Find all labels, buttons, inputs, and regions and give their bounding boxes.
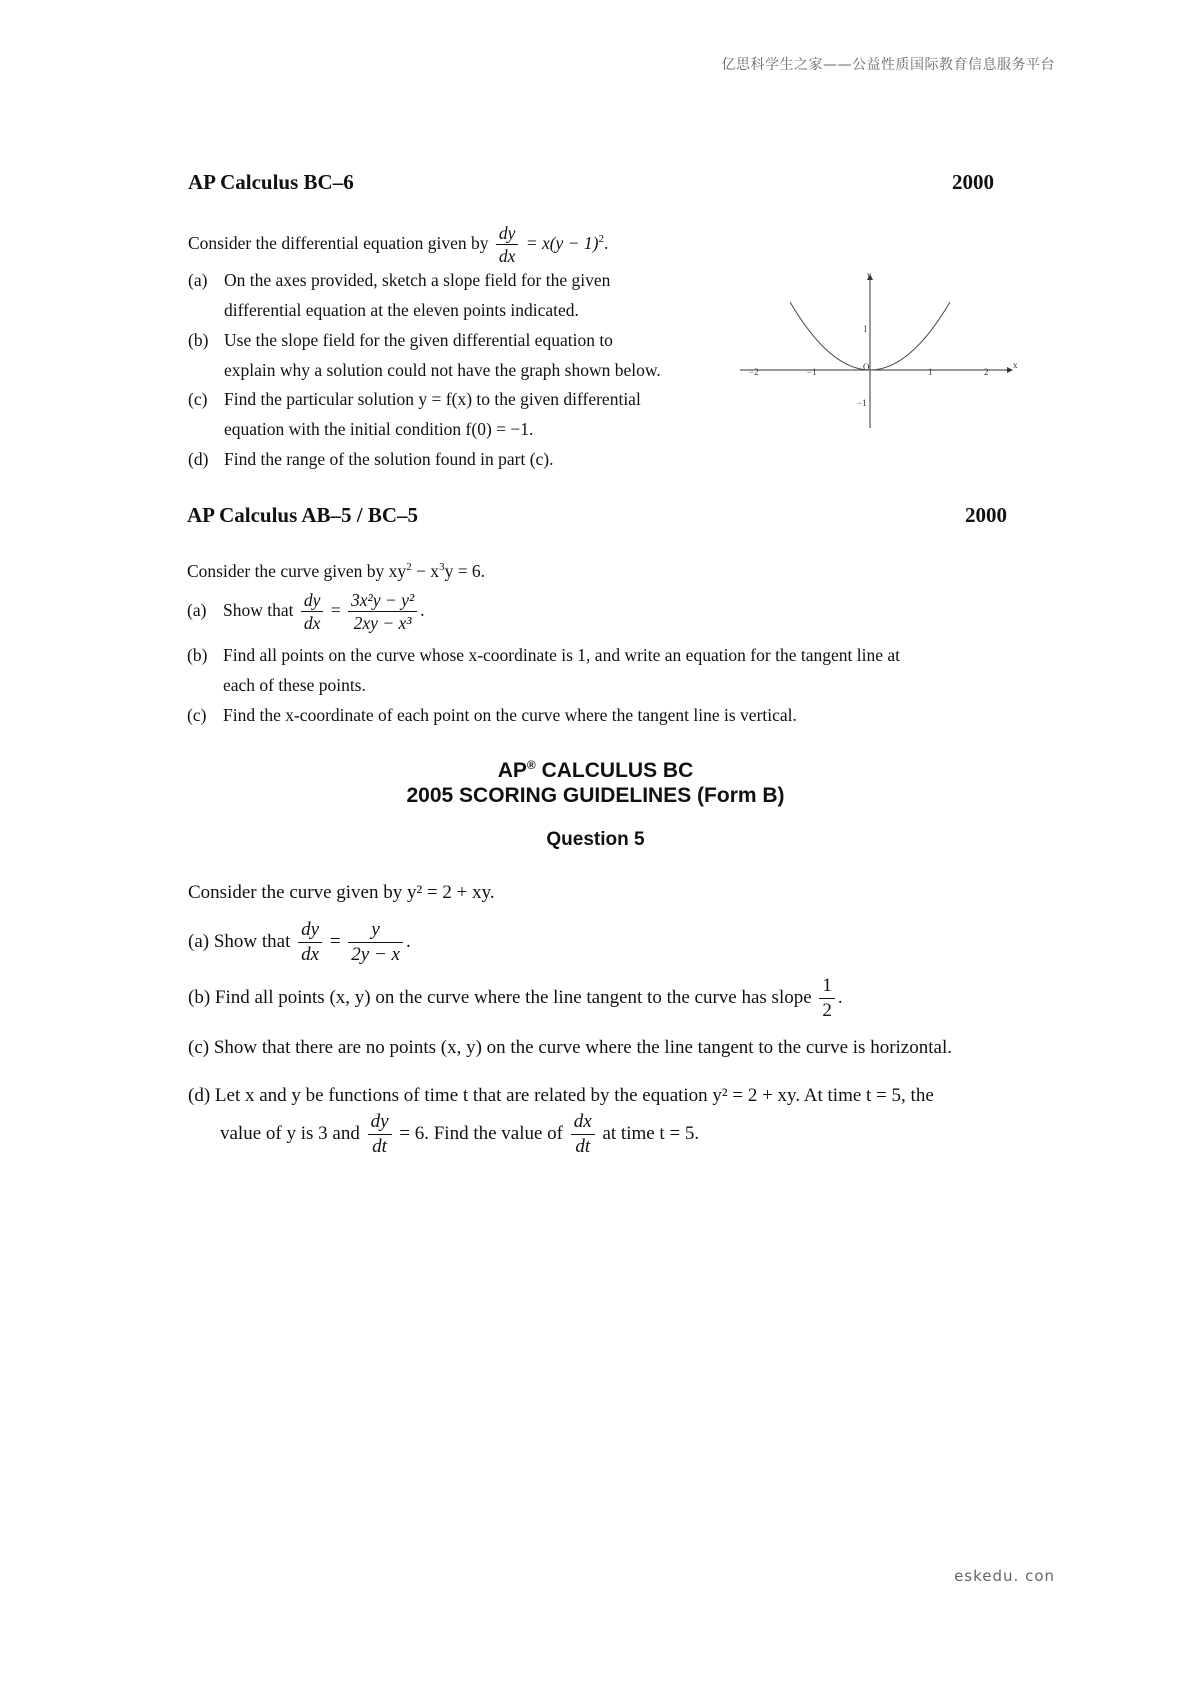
problem-1-equation-exponent: 2 xyxy=(598,233,604,246)
problem-1-part-a xyxy=(188,270,610,291)
problem-1-part-a-cont: differential equation at the eleven points indicated. xyxy=(224,300,579,320)
page-footer-site: eskedu. con xyxy=(954,1567,1055,1585)
problem-2-exp-2: 3 xyxy=(439,561,445,574)
problem-3-dydx-den: dx xyxy=(301,943,320,965)
graph-y-axis xyxy=(867,274,873,428)
part-c-label: (c) xyxy=(187,705,207,725)
graph-y-axis-label: y xyxy=(867,270,872,280)
part-b-label: (b) xyxy=(187,645,208,665)
page-header-site: 亿思科学生之家——公益性质国际教育信息服务平台 xyxy=(721,57,1055,73)
problem-3-dydx-num: dy xyxy=(298,920,322,943)
problem-2-exp-1: 2 xyxy=(406,561,412,574)
dxdt-den: dt xyxy=(575,1135,591,1157)
dydt-den: dt xyxy=(372,1135,387,1157)
problem-3-part-c xyxy=(188,1037,952,1059)
graph-x-axis-label: x xyxy=(1013,360,1018,370)
graph-y-tick-neg1: −1 xyxy=(857,398,867,408)
part-b-label: (b) xyxy=(188,330,209,350)
problem-3-part-d-cont xyxy=(220,1112,699,1157)
part-a-label: (a) xyxy=(187,599,207,620)
problem-2-year: 2000 xyxy=(965,503,1007,527)
question-number: Question 5 xyxy=(546,829,645,850)
problem-1-intro-text: Consider the differential equation given by xyxy=(188,232,489,253)
problem-2-equals: = xyxy=(330,599,341,620)
problem-3-part-d xyxy=(188,1085,934,1107)
problem-2-part-b-cont: each of these points. xyxy=(223,675,366,695)
problem-1-part-b-cont: explain why a solution could not have the graph shown below. xyxy=(224,360,661,380)
problem-2-part-c xyxy=(187,705,797,726)
problem-3-intro: Consider the curve given by y² = 2 + xy. xyxy=(188,882,495,903)
problem-3-part-a-end: . xyxy=(405,930,411,952)
graph-y-tick-1: 1 xyxy=(863,324,868,334)
problem-2-part-a xyxy=(187,591,425,633)
dxdt-num: dx xyxy=(571,1112,595,1135)
problem-1-derivative xyxy=(496,224,519,266)
part-a-text-1: On the axes provided, sketch a slope field for the given xyxy=(224,270,611,290)
problem-1-derivative-num: dy xyxy=(496,224,519,245)
problem-2-intro-mid: − x xyxy=(411,561,440,581)
part-b-text-1: Find all points on the curve whose x-coordinate is 1, and write an equation for the tangent line at xyxy=(223,645,900,665)
problem-1-title: AP Calculus BC–6 xyxy=(188,170,354,194)
part-b-text: Find all points (x, y) on the curve where the line tangent to the curve has slope xyxy=(214,986,812,1008)
problem-2-part-b xyxy=(187,645,900,666)
part-a-text: Show that xyxy=(213,930,291,952)
problem-1-part-c-cont: equation with the initial condition f(0) = −1. xyxy=(224,419,534,439)
heading-calculus-bc: CALCULUS BC xyxy=(535,759,694,782)
graph-origin-label: O xyxy=(863,362,870,372)
problem-2-intro-end: y = 6. xyxy=(444,561,486,581)
graph-x-tick-neg2: −2 xyxy=(749,367,759,377)
part-c-label: (c) xyxy=(188,1037,210,1058)
part-a-text: Show that xyxy=(223,599,294,620)
slope-fraction xyxy=(819,976,835,1021)
part-c-label: (c) xyxy=(188,389,208,409)
problem-3-rhs-fraction xyxy=(348,920,403,965)
scoring-heading-2: 2005 SCORING GUIDELINES (Form B) xyxy=(406,784,785,807)
problem-1-equation-end: . xyxy=(603,232,609,253)
problem-1-part-c xyxy=(188,389,641,410)
problem-2-dydx xyxy=(301,591,324,633)
dydt-fraction xyxy=(368,1112,392,1157)
part-c-text: Show that there are no points (x, y) on the curve where the line tangent to the curve is horizontal. xyxy=(213,1037,952,1058)
problem-3-part-b xyxy=(188,976,843,1021)
problem-1-equation-rhs: = x(y − 1) xyxy=(525,232,599,253)
graph-x-tick-1: 1 xyxy=(928,367,933,377)
problem-3-dydx xyxy=(298,920,322,965)
registered-mark: ® xyxy=(526,758,536,772)
problem-2-dydx-num: dy xyxy=(301,591,324,612)
problem-1-derivative-den: dx xyxy=(498,246,516,267)
part-b-text-1: Use the slope field for the given differential equation to xyxy=(224,330,613,350)
part-a-label: (a) xyxy=(188,930,210,952)
graph-x-tick-neg1: −1 xyxy=(807,367,817,377)
part-d-label: (d) xyxy=(188,1085,211,1106)
problem-2-rhs-num: 3x²y − y² xyxy=(348,591,417,612)
dydt-num: dy xyxy=(368,1112,392,1135)
problem-1-graph xyxy=(735,270,1018,432)
graph-x-tick-2: 2 xyxy=(984,367,989,377)
problem-2-part-a-end: . xyxy=(420,599,425,620)
problem-3-rhs-num: y xyxy=(348,920,403,943)
problem-3-rhs-den: 2y − x xyxy=(351,943,400,965)
problem-3-equals: = xyxy=(329,930,341,952)
problem-2-intro-text: Consider the curve given by xy xyxy=(187,561,407,581)
problem-2-intro xyxy=(187,561,485,582)
slope-den: 2 xyxy=(822,999,832,1021)
dxdt-fraction xyxy=(571,1112,595,1157)
part-d-label: (d) xyxy=(188,449,209,469)
part-c-text-1: Find the particular solution y = f(x) to the given differential xyxy=(224,389,641,409)
part-d-text-2-end: at time t = 5. xyxy=(602,1122,700,1144)
heading-ap: AP xyxy=(497,759,527,782)
part-b-label: (b) xyxy=(188,986,211,1008)
problem-2-rhs-fraction xyxy=(348,591,417,633)
problem-3-part-a xyxy=(188,920,411,965)
problem-1-part-b xyxy=(188,330,613,351)
problem-1-year: 2000 xyxy=(952,170,994,194)
part-d-text-2-pre: value of y is 3 and xyxy=(220,1122,360,1144)
scoring-heading-1 xyxy=(0,758,1191,783)
problem-2-title: AP Calculus AB–5 / BC–5 xyxy=(187,503,419,527)
problem-2-dydx-den: dx xyxy=(303,613,321,634)
problem-2-rhs-den: 2xy − x³ xyxy=(353,613,412,634)
part-d-text-1: Let x and y be functions of time t that are related by the equation y² = 2 + xy. At time t = 5, the xyxy=(214,1085,934,1106)
part-d-text-1: Find the range of the solution found in part (c). xyxy=(224,449,554,469)
slope-num: 1 xyxy=(819,976,835,999)
problem-1-part-d xyxy=(188,449,554,470)
problem-3-part-b-end: . xyxy=(837,986,843,1008)
part-a-label: (a) xyxy=(188,270,208,290)
part-c-text-1: Find the x-coordinate of each point on the curve where the tangent line is vertical. xyxy=(223,705,797,725)
problem-1-intro xyxy=(188,224,608,266)
part-d-text-2-mid: = 6. Find the value of xyxy=(399,1122,564,1144)
